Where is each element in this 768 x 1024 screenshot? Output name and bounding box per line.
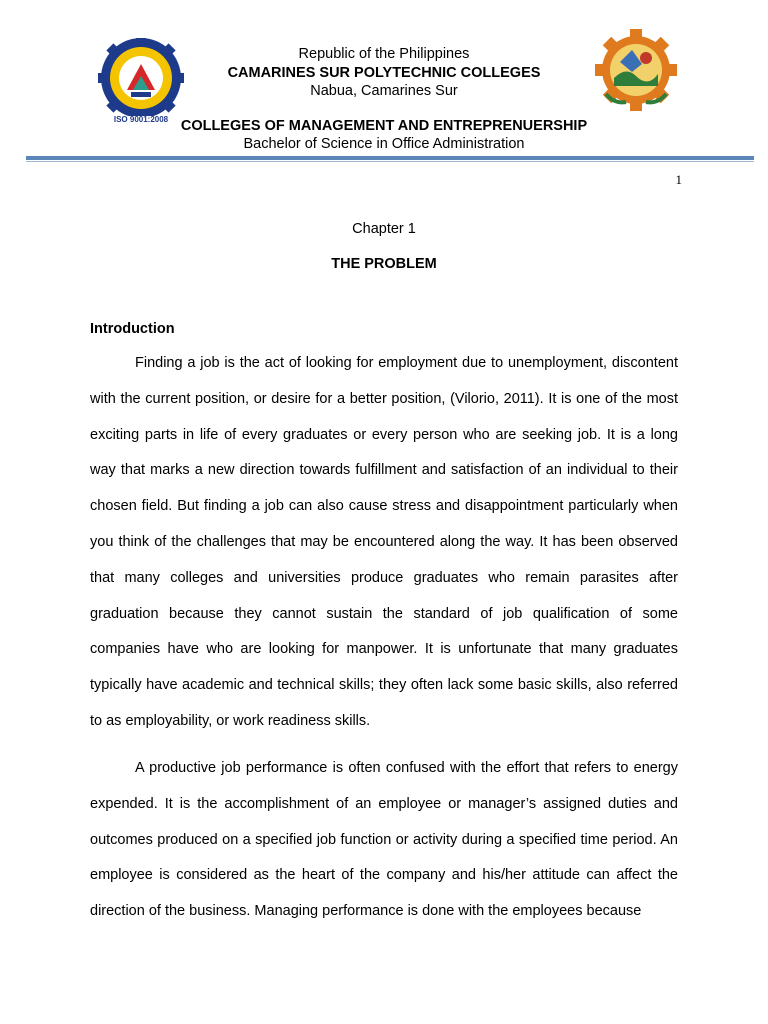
letterhead	[0, 0, 768, 170]
institution-location: Nabua, Camarines Sur	[310, 83, 458, 99]
republic-line: Republic of the Philippines	[298, 46, 470, 62]
header-rule	[26, 156, 754, 160]
department-gear-seal-icon	[594, 28, 678, 112]
section-heading: Introduction	[90, 321, 175, 337]
program-name: Bachelor of Science in Office Administration	[243, 136, 525, 152]
body-paragraph	[90, 751, 678, 930]
page-number: 1	[675, 172, 682, 187]
chapter-label: Chapter 1	[352, 221, 416, 237]
body-paragraph	[90, 346, 678, 740]
header-rule-shadow	[26, 161, 754, 162]
chapter-title: THE PROBLEM	[331, 256, 437, 272]
paragraph-text: A productive job performance is often confused with the effort that refers to energy expended. It is the accomplishment of an employee or manager’s assigned duties and outcomes produced on a specified job function or activity during a specified time period. An employee is considered as the heart of the company and his/her attitude can affect the direction of the business. Managing performance is done with the employees because	[90, 760, 678, 920]
iso-badge: ISO 9001:2008	[113, 115, 169, 124]
college-name: COLLEGES OF MANAGEMENT AND ENTREPRENUERSHIP	[180, 118, 588, 134]
paragraph-text: Finding a job is the act of looking for employment due to unemployment, discontent with the current position, or desire for a better position, (Vilorio, 2011). It is one of the most exciting parts in life of every graduates or every person who are seeking job. It is a long way that marks a new direction towards fulfillment and satisfaction of an individual to their chosen field. But finding a job can also cause stress and disappointment particularly when you think of the challenges that may be encountered along the way. It has been observed that many colleges and universities produce graduates who remain parasites after graduation because they cannot sustain the standard of job qualification of some companies have who are looking for manpower. It is unfortunate that many graduates typically have academic and technical skills; they often lack some basic skills, also referred to as employability, or work readiness skills.	[90, 355, 678, 729]
institution-name: CAMARINES SUR POLYTECHNIC COLLEGES	[227, 65, 541, 81]
